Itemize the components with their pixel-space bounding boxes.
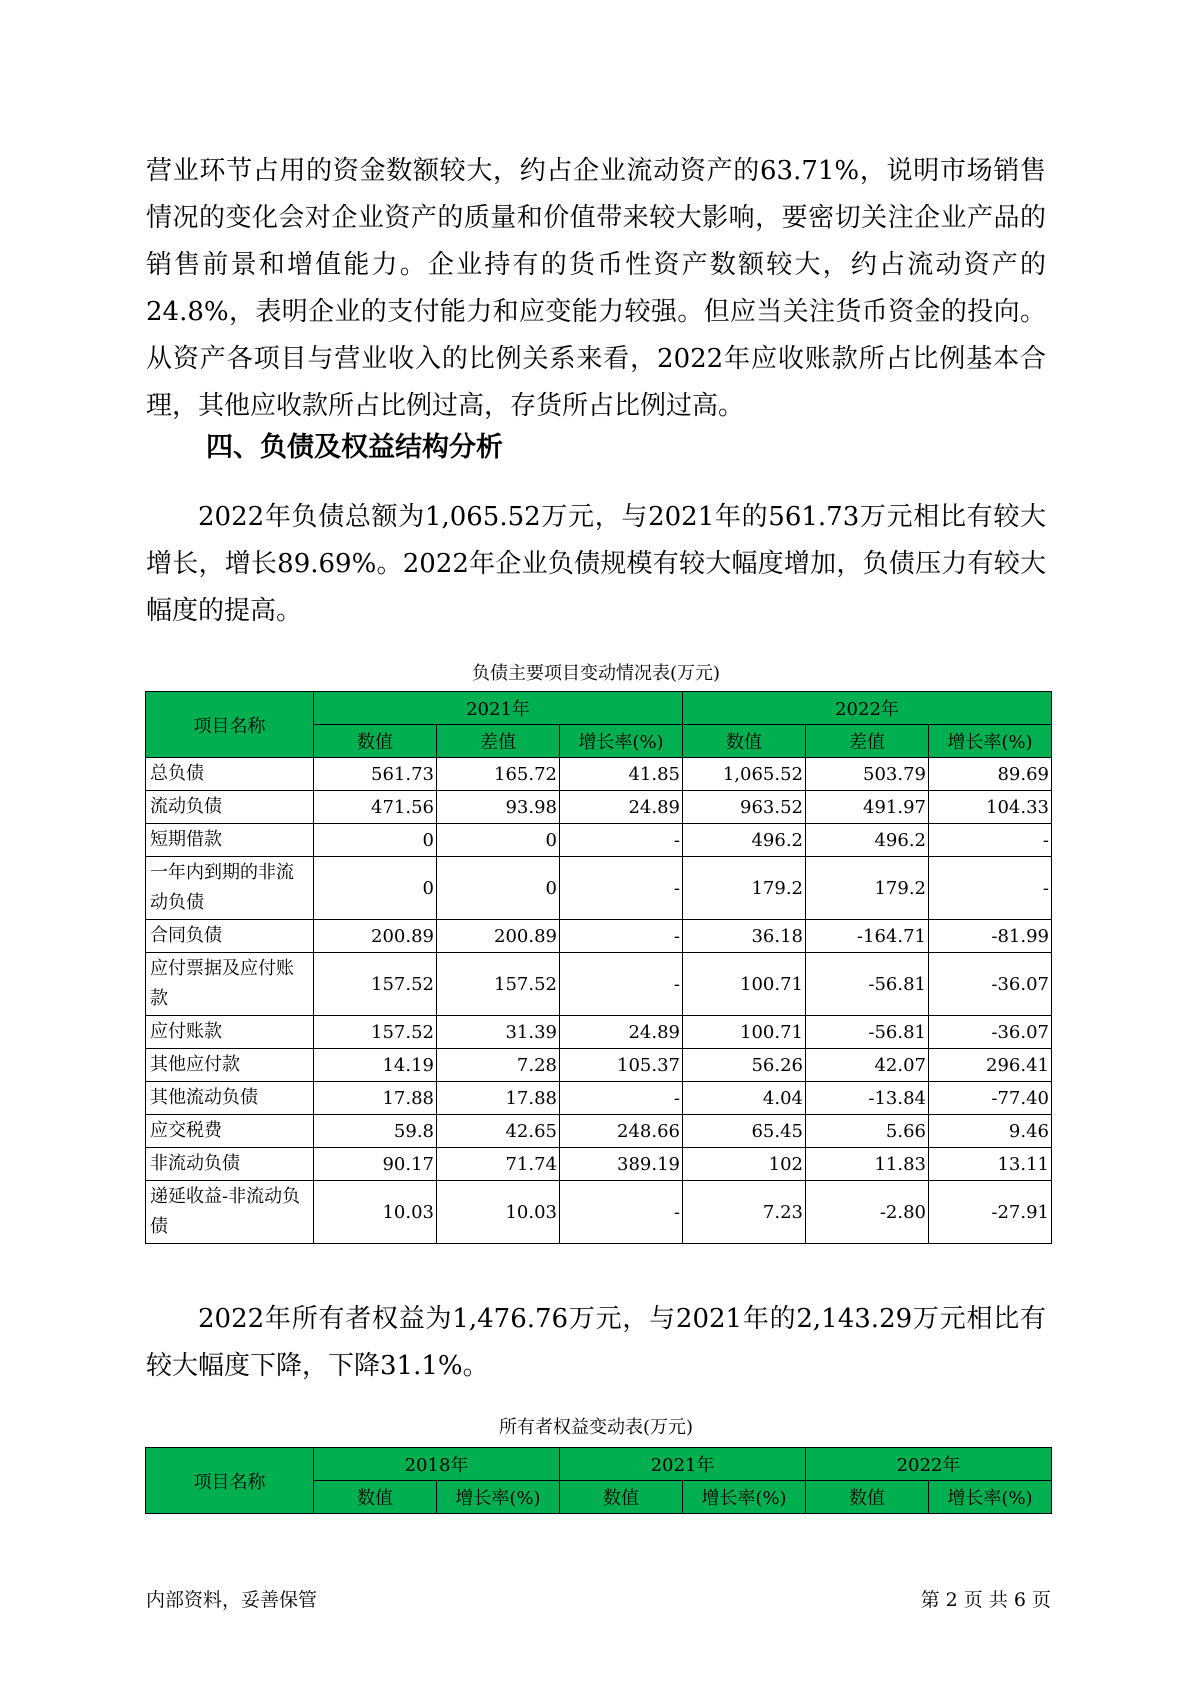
header-year-2022: 2022年: [683, 692, 1052, 725]
rate-2022-cell: 104.33: [929, 791, 1052, 824]
diff-2022-cell: 491.97: [806, 791, 929, 824]
value-2021-cell: 157.52: [314, 1016, 437, 1049]
diff-2022-cell: -13.84: [806, 1082, 929, 1115]
rate-2022-cell: 9.46: [929, 1115, 1052, 1148]
rate-2022-cell: -: [929, 824, 1052, 857]
equity-table: [145, 1447, 1052, 1514]
diff-2021-cell: 165.72: [437, 758, 560, 791]
rate-2022-cell: 296.41: [929, 1049, 1052, 1082]
diff-2022-cell: -164.71: [806, 920, 929, 953]
value-2021-cell: 0: [314, 857, 437, 920]
diff-2022-cell: 496.2: [806, 824, 929, 857]
value-2021-cell: 200.89: [314, 920, 437, 953]
value-2022-cell: 179.2: [683, 857, 806, 920]
rate-2022-cell: -36.07: [929, 1016, 1052, 1049]
value-2022-cell: 496.2: [683, 824, 806, 857]
header-year-2022: 2022年: [806, 1448, 1052, 1481]
rate-2022-cell: 13.11: [929, 1148, 1052, 1181]
paragraph-liability-summary: 2022年负债总额为1,065.52万元，与2021年的561.73万元相比有较大增长，增长89.69%。2022年企业负债规模有较大幅度增加，负债压力有较大幅度的提高。: [146, 502, 1046, 626]
value-2021-cell: 59.8: [314, 1115, 437, 1148]
diff-2022-cell: 179.2: [806, 857, 929, 920]
diff-2021-cell: 157.52: [437, 953, 560, 1016]
diff-2021-cell: 0: [437, 857, 560, 920]
header-value: 数值: [806, 1481, 929, 1514]
item-name-cell: 其他流动负债: [146, 1082, 314, 1115]
value-2021-cell: 561.73: [314, 758, 437, 791]
item-name-cell: 其他应付款: [146, 1049, 314, 1082]
diff-2021-cell: 0: [437, 824, 560, 857]
header-value: 数值: [683, 725, 806, 758]
diff-2022-cell: -56.81: [806, 1016, 929, 1049]
header-year-2021: 2021年: [560, 1448, 806, 1481]
header-growth-rate: 增长率(%): [683, 1481, 806, 1514]
table-row: [146, 758, 1052, 791]
table-row: [146, 1049, 1052, 1082]
diff-2021-cell: 31.39: [437, 1016, 560, 1049]
table-row: [146, 953, 1052, 1016]
item-name-cell: 递延收益-非流动负债: [146, 1181, 314, 1244]
diff-2021-cell: 10.03: [437, 1181, 560, 1244]
rate-2021-cell: 24.89: [560, 791, 683, 824]
value-2021-cell: 157.52: [314, 953, 437, 1016]
table-row: [146, 1082, 1052, 1115]
item-name-cell: 短期借款: [146, 824, 314, 857]
value-2022-cell: 102: [683, 1148, 806, 1181]
footer-page-number: 第 2 页 共 6 页: [920, 1589, 1051, 1611]
diff-2022-cell: 11.83: [806, 1148, 929, 1181]
value-2021-cell: 17.88: [314, 1082, 437, 1115]
diff-2022-cell: 5.66: [806, 1115, 929, 1148]
diff-2021-cell: 17.88: [437, 1082, 560, 1115]
diff-2022-cell: 42.07: [806, 1049, 929, 1082]
value-2022-cell: 65.45: [683, 1115, 806, 1148]
value-2021-cell: 10.03: [314, 1181, 437, 1244]
item-name-cell: 应付账款: [146, 1016, 314, 1049]
item-name-cell: 流动负债: [146, 791, 314, 824]
diff-2021-cell: 200.89: [437, 920, 560, 953]
paragraph-equity-summary: 2022年所有者权益为1,476.76万元，与2021年的2,143.29万元相比有较大幅度下降，下降31.1%。: [146, 1304, 1046, 1381]
liabilities-table-body: [146, 758, 1052, 1244]
diff-2022-cell: -56.81: [806, 953, 929, 1016]
rate-2021-cell: 24.89: [560, 1016, 683, 1049]
rate-2021-cell: 105.37: [560, 1049, 683, 1082]
header-diff: 差值: [806, 725, 929, 758]
rate-2021-cell: -: [560, 1181, 683, 1244]
value-2022-cell: 963.52: [683, 791, 806, 824]
item-name-cell: 一年内到期的非流动负债: [146, 857, 314, 920]
table-row: [146, 1016, 1052, 1049]
header-diff: 差值: [437, 725, 560, 758]
value-2021-cell: 90.17: [314, 1148, 437, 1181]
rate-2022-cell: 89.69: [929, 758, 1052, 791]
item-name-cell: 应付票据及应付账款: [146, 953, 314, 1016]
header-growth-rate: 增长率(%): [929, 1481, 1052, 1514]
rate-2021-cell: 41.85: [560, 758, 683, 791]
rate-2022-cell: -77.40: [929, 1082, 1052, 1115]
rate-2021-cell: -: [560, 857, 683, 920]
diff-2022-cell: 503.79: [806, 758, 929, 791]
rate-2021-cell: 248.66: [560, 1115, 683, 1148]
value-2021-cell: 14.19: [314, 1049, 437, 1082]
rate-2021-cell: -: [560, 953, 683, 1016]
value-2022-cell: 56.26: [683, 1049, 806, 1082]
header-growth-rate: 增长率(%): [560, 725, 683, 758]
diff-2021-cell: 7.28: [437, 1049, 560, 1082]
rate-2021-cell: -: [560, 920, 683, 953]
value-2022-cell: 36.18: [683, 920, 806, 953]
value-2022-cell: 100.71: [683, 953, 806, 1016]
item-name-cell: 总负债: [146, 758, 314, 791]
section-heading: 四、负债及权益结构分析: [206, 432, 503, 463]
rate-2022-cell: -27.91: [929, 1181, 1052, 1244]
table-row: [146, 857, 1052, 920]
table-row: [146, 1181, 1052, 1244]
value-2022-cell: 7.23: [683, 1181, 806, 1244]
table-caption-liabilities: 负债主要项目变动情况表(万元): [471, 663, 721, 684]
rate-2022-cell: -81.99: [929, 920, 1052, 953]
header-item-name: 项目名称: [146, 692, 314, 758]
item-name-cell: 非流动负债: [146, 1148, 314, 1181]
item-name-cell: 合同负债: [146, 920, 314, 953]
value-2021-cell: 0: [314, 824, 437, 857]
diff-2021-cell: 42.65: [437, 1115, 560, 1148]
value-2022-cell: 1,065.52: [683, 758, 806, 791]
header-growth-rate: 增长率(%): [437, 1481, 560, 1514]
table-caption-equity: 所有者权益变动表(万元): [498, 1417, 694, 1438]
diff-2021-cell: 93.98: [437, 791, 560, 824]
rate-2021-cell: -: [560, 1082, 683, 1115]
value-2021-cell: 471.56: [314, 791, 437, 824]
paragraph-asset-analysis: 营业环节占用的资金数额较大，约占企业流动资产的63.71%，说明市场销售情况的变化会对企业资产的质量和价值带来较大影响，要密切关注企业产品的销售前景和增值能力。企业持有的货币性资产数额较大，约占流动资产的24.8%，表明企业的支付能力和应变能力较强。但应当关注货币资金的投向。从资产各项目与营业收入的比例关系来看，2022年应收账款所占比例基本合理，其他应收款所占比例过高，存货所占比例过高。: [146, 156, 1046, 421]
table-row: [146, 920, 1052, 953]
header-year-2018: 2018年: [314, 1448, 560, 1481]
table-row: [146, 824, 1052, 857]
header-value: 数值: [314, 1481, 437, 1514]
header-year-2021: 2021年: [314, 692, 683, 725]
table-row: [146, 791, 1052, 824]
rate-2022-cell: -36.07: [929, 953, 1052, 1016]
item-name-cell: 应交税费: [146, 1115, 314, 1148]
rate-2022-cell: -: [929, 857, 1052, 920]
diff-2021-cell: 71.74: [437, 1148, 560, 1181]
header-value: 数值: [314, 725, 437, 758]
liabilities-table: [145, 691, 1052, 1244]
table-row: [146, 1148, 1052, 1181]
header-growth-rate: 增长率(%): [929, 725, 1052, 758]
value-2022-cell: 100.71: [683, 1016, 806, 1049]
rate-2021-cell: 389.19: [560, 1148, 683, 1181]
rate-2021-cell: -: [560, 824, 683, 857]
header-value: 数值: [560, 1481, 683, 1514]
footer-confidential-note: 内部资料，妥善保管: [146, 1589, 318, 1611]
diff-2022-cell: -2.80: [806, 1181, 929, 1244]
value-2022-cell: 4.04: [683, 1082, 806, 1115]
header-item-name: 项目名称: [146, 1448, 314, 1514]
table-row: [146, 1115, 1052, 1148]
